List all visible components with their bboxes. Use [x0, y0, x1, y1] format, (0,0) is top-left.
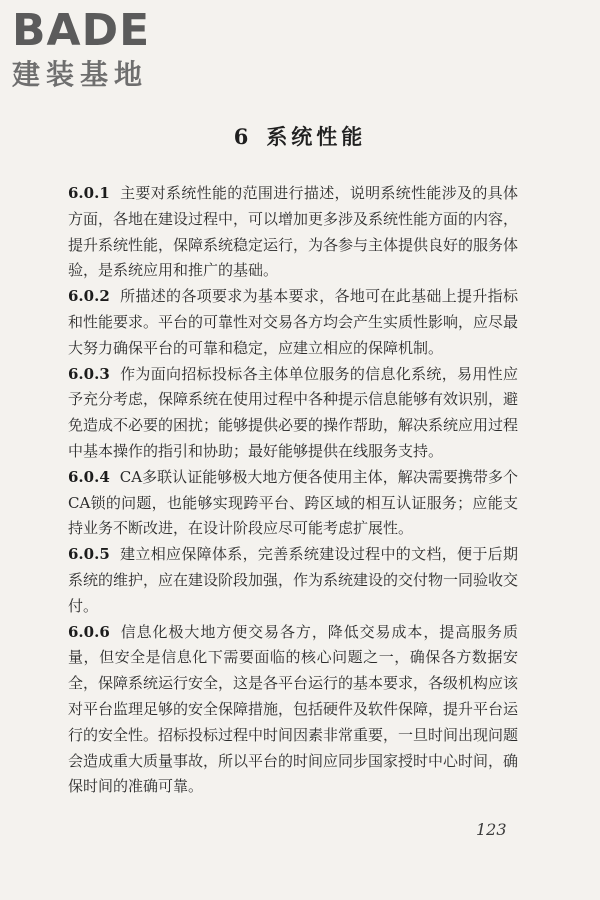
clause-number: 6.0.6: [68, 622, 110, 641]
page-number: 123: [476, 820, 507, 839]
clause-6-0-4: [68, 465, 518, 542]
logo-subtitle: 建装基地: [12, 58, 149, 91]
clause-6-0-5: [68, 542, 518, 619]
logo-wordmark: BADE: [12, 5, 151, 56]
clause-number: 6.0.2: [68, 287, 110, 306]
chapter-title: [0, 122, 600, 152]
clause-text: 信息化极大地方便交易各方，降低交易成本，提高服务质量，但安全是信息化下需要面临的核心问题之一，确保各方数据安全，保障系统运行安全，这是各平台运行的基本要求，各级机构应该对平台监理足够的安全保障措施，包括硬件及软件保障，提升平台运行的安全性。招标投标过程中时间因素非常重要，一旦时间出现问题会造成重大质量事故，所以平台的时间应同步国家授时中心时间，确保时间的准确可靠。: [68, 622, 519, 796]
clause-text: 作为面向招标投标各主体单位服务的信息化系统，易用性应予充分考虑，保障系统在使用过程中各种提示信息能够有效识别，避免造成不必要的困扰；能够提供必要的操作帮助，解决系统应用过程中基本操作的指引和协助；最好能够提供在线服务支持。: [68, 364, 519, 460]
clause-text: 所描述的各项要求为基本要求，各地可在此基础上提升指标和性能要求。平台的可靠性对交易各方均会产生实质性影响，应尽最大努力确保平台的可靠和稳定，应建立相应的保障机制。: [68, 287, 519, 357]
clause-number: 6.0.3: [68, 364, 110, 383]
clause-number: 6.0.5: [68, 545, 110, 564]
clause-number: 6.0.4: [68, 467, 110, 486]
clause-6-0-1: [68, 181, 518, 284]
clause-list: [68, 181, 518, 800]
clause-6-0-3: [68, 362, 518, 465]
chapter-number: 6: [233, 124, 253, 149]
clause-text: 主要对系统性能的范围进行描述，说明系统性能涉及的具体方面，各地在建设过程中，可以增加更多涉及系统性能方面的内容，提升系统性能，保障系统稳定运行，为各参与主体提供良好的服务体验，是系统应用和推广的基础。: [68, 184, 519, 280]
bade-logo: [12, 6, 182, 92]
clause-number: 6.0.1: [68, 184, 110, 202]
clause-6-0-2: [68, 284, 518, 361]
clause-text: CA多联认证能够极大地方便各使用主体，解决需要携带多个CA锁的问题，也能够实现跨平台、跨区域的相互认证服务；应能支持业务不断改进，在设计阶段应尽可能考虑扩展性。: [68, 467, 518, 538]
clause-6-0-6: [68, 620, 518, 801]
clause-text: 建立相应保障体系，完善系统建设过程中的文档，便于后期系统的维护，应在建设阶段加强，作为系统建设的交付物一同验收交付。: [68, 545, 519, 615]
chapter-title-text: 系统性能: [266, 124, 367, 149]
